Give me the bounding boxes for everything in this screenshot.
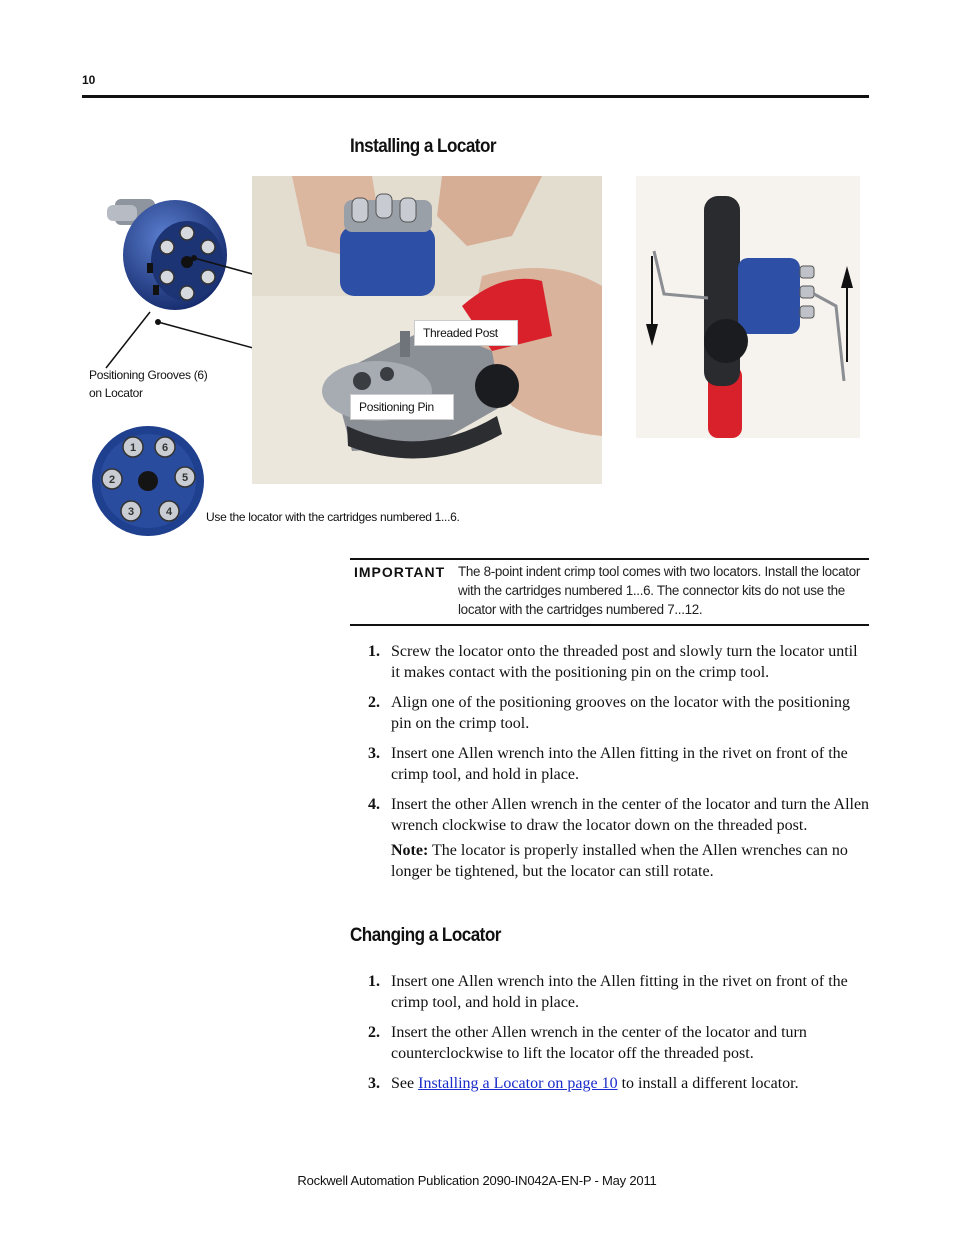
locator-number-3: 3 bbox=[127, 506, 135, 518]
list-item bbox=[350, 794, 870, 836]
locator-number-4: 4 bbox=[165, 506, 173, 518]
locator-front-photo bbox=[90, 425, 206, 537]
crimp-tool-side-photo bbox=[636, 176, 860, 438]
list-item bbox=[350, 743, 870, 785]
callout-positioning-grooves bbox=[89, 366, 208, 402]
step-number: 3. bbox=[368, 745, 380, 762]
locator-number-2: 2 bbox=[108, 474, 116, 486]
important-label: IMPORTANT bbox=[354, 564, 446, 580]
step-text: Insert the other Allen wrench in the center of the locator and turn the Allen wrench clockwise to draw the locator down on the threaded post. bbox=[391, 796, 870, 834]
step-text: Insert one Allen wrench into the Allen fitting in the rivet on front of the crimp tool, and hold in place. bbox=[391, 745, 848, 783]
callout-grooves-line1: Positioning Grooves (6) bbox=[89, 368, 208, 382]
step-number: 2. bbox=[368, 1024, 380, 1041]
important-top-rule bbox=[350, 558, 869, 560]
step-number: 2. bbox=[368, 694, 380, 711]
changing-steps-list bbox=[350, 971, 870, 1103]
important-bottom-rule bbox=[350, 624, 869, 626]
installation-note bbox=[391, 840, 866, 882]
footer-text: Rockwell Automation Publication 2090-IN042A-EN-P - May 2011 bbox=[297, 1173, 657, 1188]
step-number: 3. bbox=[368, 1075, 380, 1092]
step-text: Screw the locator onto the threaded post and slowly turn the locator until it makes contact with the positioning pin on the crimp tool. bbox=[391, 643, 858, 681]
caption-locator-use: Use the locator with the cartridges numbered 1...6. bbox=[206, 510, 460, 524]
note-label: Note: bbox=[391, 842, 429, 859]
callout-grooves-line2: on Locator bbox=[89, 386, 143, 400]
list-item bbox=[350, 692, 870, 734]
locator-number-6: 6 bbox=[161, 442, 169, 454]
step-text-suffix: to install a different locator. bbox=[621, 1075, 799, 1092]
step-text: Insert one Allen wrench into the Allen fitting in the rivet on front of the crimp tool, and hold in place. bbox=[391, 973, 848, 1011]
list-item bbox=[350, 1073, 870, 1094]
page-number: 10 bbox=[82, 73, 96, 87]
installing-steps-list bbox=[350, 641, 870, 845]
step-text: Insert the other Allen wrench in the center of the locator and turn counterclockwise to lift the locator off the threaded post. bbox=[391, 1024, 807, 1062]
step-number: 1. bbox=[368, 643, 380, 660]
installing-locator-link[interactable]: Installing a Locator on page 10 bbox=[418, 1075, 618, 1092]
page-footer bbox=[0, 1173, 954, 1188]
step-text: Align one of the positioning grooves on the locator with the positioning pin on the crimp tool. bbox=[391, 694, 851, 732]
locator-number-5: 5 bbox=[181, 472, 189, 484]
section-title-installing: Installing a Locator bbox=[350, 136, 496, 157]
step-number: 1. bbox=[368, 973, 380, 990]
callout-threaded-post: Threaded Post bbox=[414, 320, 518, 346]
step-number: 4. bbox=[368, 796, 380, 813]
locator-number-1: 1 bbox=[129, 442, 137, 454]
step-text-prefix: See bbox=[391, 1075, 415, 1092]
callout-positioning-pin: Positioning Pin bbox=[350, 394, 454, 420]
list-item bbox=[350, 641, 870, 683]
list-item bbox=[350, 971, 870, 1013]
section-title-changing: Changing a Locator bbox=[350, 925, 501, 946]
note-text: The locator is properly installed when the Allen wrenches can no longer be tightened, but the locator can still rotate. bbox=[391, 842, 848, 880]
important-text: The 8-point indent crimp tool comes with two locators. Install the locator with the cartridges numbered 1...6. The connector kits do not use the locator with the cartridges numbered 7...12. bbox=[458, 564, 861, 617]
list-item bbox=[350, 1022, 870, 1064]
